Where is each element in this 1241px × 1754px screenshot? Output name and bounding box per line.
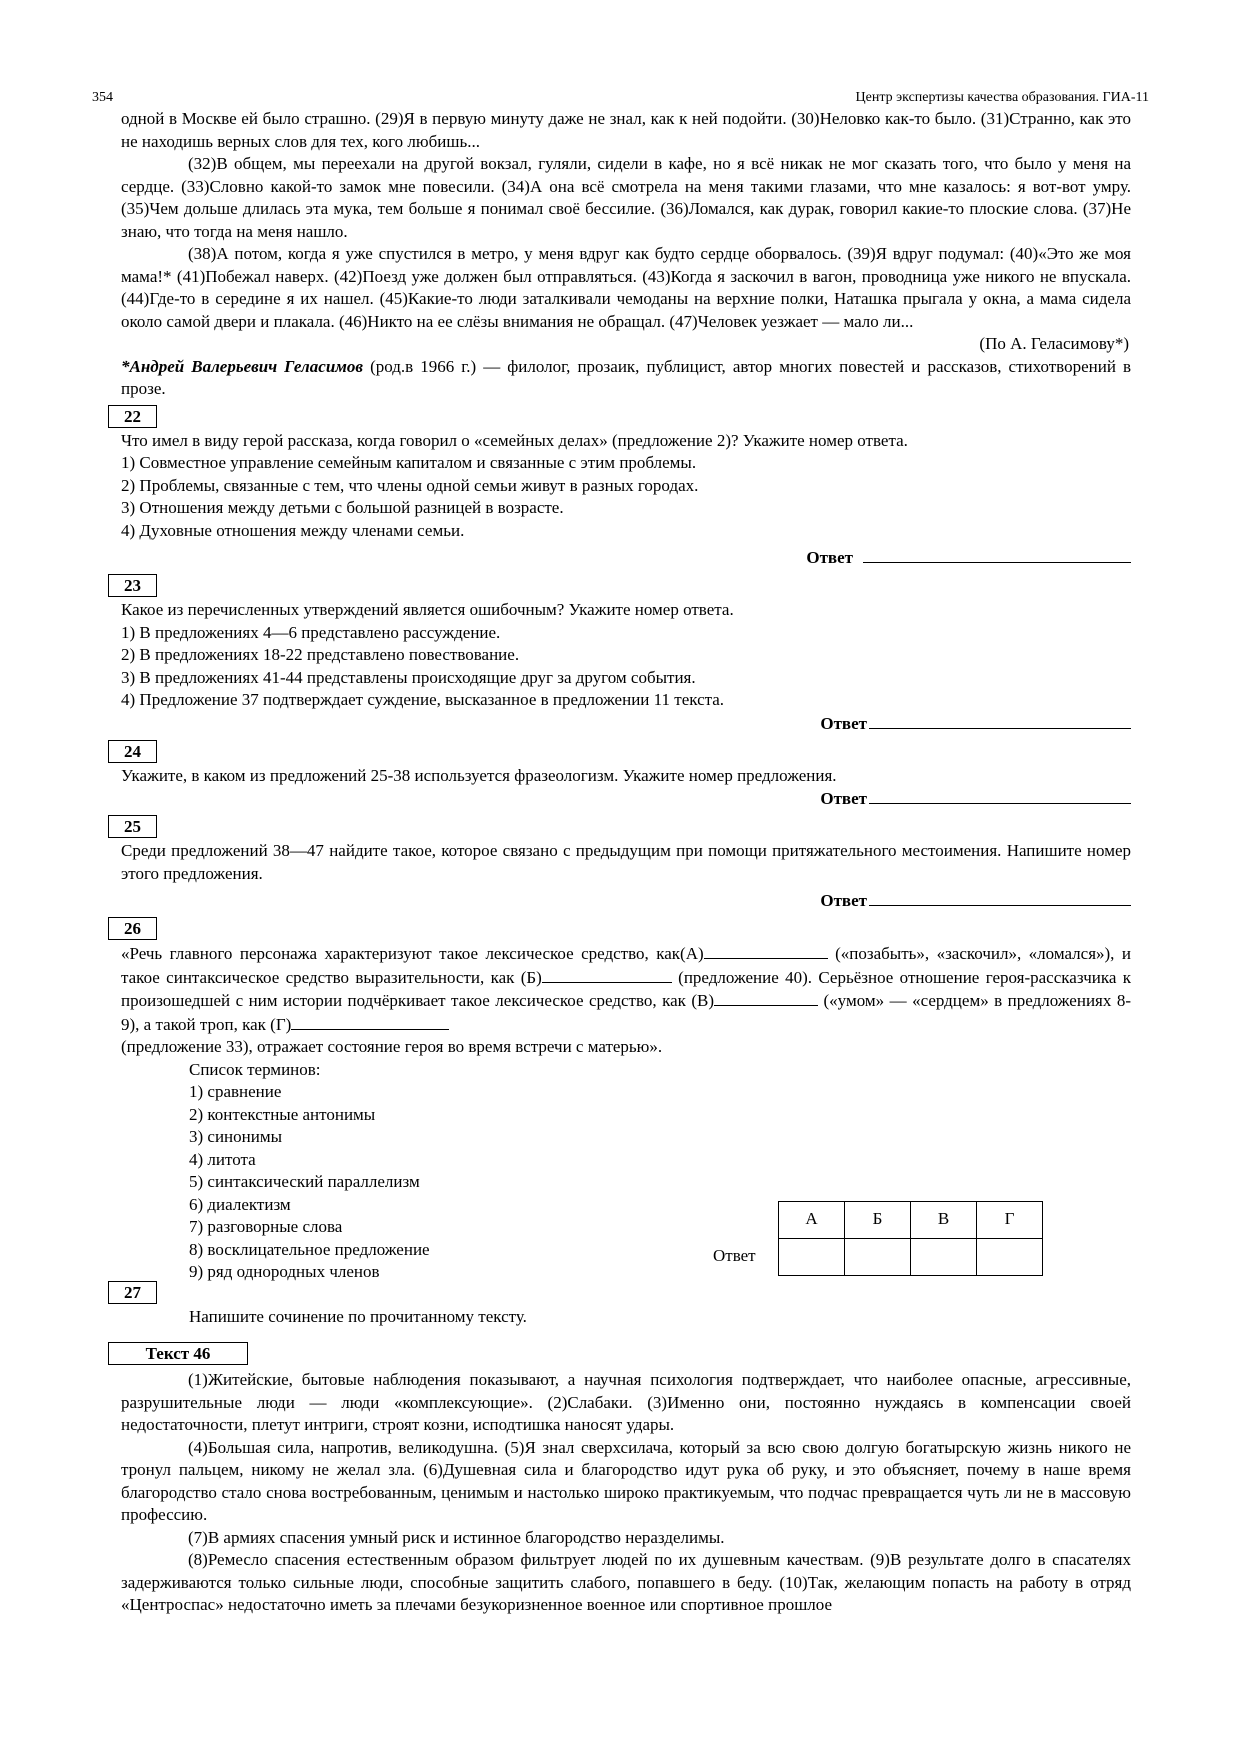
author-note — [121, 356, 1131, 401]
term-item: 7) разговорные слова — [189, 1217, 343, 1236]
text-title-box: Текст 46 — [108, 1342, 248, 1365]
answer-blank[interactable] — [863, 546, 1131, 563]
text-paragraph: (32)В общем, мы переехали на другой вокзал, гуляли, сидели в кафе, но я всё никак не мог сказать того, что было у меня на сердце. (33)Словно какой-то замок мне повесили. (34)А она всё смотрела на меня такими глазами, что мне казалось: я вот-вот умру. (35)Чем дольше длилась эта мука, тем больше я понимал своё бессилие. (36)Ломался, как дурак, говорил какие-то плоские слова. (37)Не знаю, что тогда на меня нашло. — [121, 154, 1131, 241]
answer-grid — [778, 1201, 1043, 1276]
grid-cell-a[interactable] — [779, 1238, 845, 1275]
page-content — [121, 108, 1131, 1617]
question-fragment: («умом» — «сердцем» в предложениях 8-9), а такой троп, как (Г) — [121, 991, 1131, 1034]
text-paragraph: (1)Житейские, бытовые наблюдения показывают, а научная психология подтверждает, что наиболее опасные, агрессивные, разрушительные люди — люди «комплексующие». (2)Слабаки. (3)Именно они, постоянно нуждаясь в компенсации своей недостаточности, плетут интриги, строят козни, исподтишка наносят удары. — [121, 1370, 1131, 1434]
answer-field[interactable] — [121, 787, 1131, 811]
question-fragment: (предложение 40). Серьёзное отношение героя-рассказчика к произошедшей с ним истории подчёркивает такое лексическое средство, как (В) — [121, 967, 1131, 1010]
text-paragraph: (4)Большая сила, напротив, великодушна. (5)Я знал сверхсилача, который за всю свою долгую богатырскую жизнь никого не тронул пальцем, никому не желал зла. (6)Душевная сила и благородство идут рука об руку, и это объясняет, почему в наше время благородство стало снова востребованным, ценимым и настолько широко практикуемым, что подчас превращается чуть ли не в массовую профессию. — [121, 1437, 1131, 1524]
answer-blank[interactable] — [869, 712, 1131, 729]
term-item: 8) восклицательное предложение — [189, 1239, 430, 1259]
question-number-box: 23 — [108, 574, 157, 597]
answer-label: Ответ — [820, 891, 867, 910]
answer-options — [121, 622, 1131, 712]
gap-g-blank[interactable] — [291, 1013, 449, 1030]
question-fragment: («позабыть», «заскочил», «ломался»), и такое синтаксическое средство выразительности, как (Б) — [121, 944, 1131, 987]
question-text: Что имел в виду герой рассказа, когда говорил о «семейных делах» (предложение 2)? Укажите номер ответа. — [121, 430, 908, 450]
author-name: *Андрей Валерьевич Геласимов — [121, 356, 364, 376]
grid-cell-v[interactable] — [911, 1238, 977, 1275]
answer-options — [121, 452, 1131, 542]
answer-option: 1) В предложениях 4—6 представлено рассуждение. — [121, 622, 501, 642]
question-fragment: «Речь главного персонажа характеризуют такое лексическое средство, как(А) — [121, 944, 704, 963]
question-text: Среди предложений 38—47 найдите такое, которое связано с предыдущим при помощи притяжательного местоимения. Напишите номер этого предложения. — [121, 841, 1131, 883]
grid-header-b: Б — [845, 1201, 911, 1238]
answer-option: 1) Совместное управление семейным капиталом и связанные с этим проблемы. — [121, 453, 697, 472]
text-paragraph: (8)Ремесло спасения естественным образом фильтрует людей по их душевным качествам. (9)В результате долго в спасателях задерживаются только сильные люди, способные защитить слабого, попавшего в беду. (10)Так, желающим попасть на работу в отряд «Центроспас» недостаточно иметь за плечами безукоризненное военное или спортивное прошлое — [121, 1550, 1131, 1614]
answer-field[interactable] — [121, 546, 1131, 570]
grid-header-v: В — [911, 1201, 977, 1238]
answer-field[interactable] — [121, 712, 1131, 736]
term-item: 5) синтаксический параллелизм — [189, 1172, 420, 1191]
answer-option: 3) В предложениях 41-44 представлены происходящие друг за другом события. — [121, 667, 696, 687]
term-item: 4) литота — [189, 1149, 256, 1169]
answer-blank[interactable] — [869, 787, 1131, 804]
question-fragment: (предложение 33), отражает состояние героя во время встречи с матерью». — [121, 1037, 663, 1056]
question-number-box: 27 — [108, 1281, 157, 1304]
grid-answer-label: Ответ — [713, 1245, 756, 1265]
term-item: 6) диалектизм — [189, 1194, 291, 1214]
terms-section — [121, 1059, 1131, 1281]
essay-task: Напишите сочинение по прочитанному тексту. — [189, 1306, 527, 1326]
text-paragraph: (7)В армиях спасения умный риск и истинное благородство неразделимы. — [188, 1527, 725, 1547]
answer-label: Ответ — [820, 789, 867, 808]
answer-blank[interactable] — [869, 889, 1131, 906]
gap-v-blank[interactable] — [714, 989, 818, 1006]
answer-option: 3) Отношения между детьми с большой разницей в возрасте. — [121, 498, 564, 517]
grid-cell-b[interactable] — [845, 1238, 911, 1275]
answer-label: Ответ — [820, 713, 867, 733]
text-paragraph: (38)А потом, когда я уже спустился в метро, у меня вдруг как будто сердце оборвалось. (39)Я вдруг подумал: (40)«Это же моя мама!* (41)Побежал наверх. (42)Поезд уже должен был отправляться. (43)Когда я заскочил в вагон, проводница уже никого не впускала. (44)Где-то в середине я их нашел. (45)Какие-то люди заталкивали чемоданы на верхние полки, Наташка прыгала у окна, а мама сидела около самой двери и плакала. (46)Никто на ее слёзы внимания не обращал. (47)Человек уезжает — мало ли... — [121, 244, 1131, 331]
answer-label: Ответ — [806, 548, 853, 567]
author-bio: (род.в 1966 г.) — филолог, прозаик, публицист, автор многих повестей и рассказов, стихотворений в прозе. — [121, 356, 1131, 398]
question-text — [121, 942, 1131, 1059]
text-attribution: (По А. Геласимову*) — [979, 334, 1129, 353]
question-number-box: 26 — [108, 917, 157, 940]
term-item: 1) сравнение — [189, 1082, 282, 1101]
gap-b-blank[interactable] — [542, 966, 672, 983]
answer-option: 2) Проблемы, связанные с тем, что члены одной семьи живут в разных городах. — [121, 475, 699, 495]
question-number-box: 22 — [108, 405, 157, 428]
answer-field[interactable] — [121, 889, 1131, 913]
gap-a-blank[interactable] — [704, 942, 828, 959]
running-header: Центр экспертизы качества образования. ГИА-11 — [855, 90, 1149, 105]
question-text: Укажите, в каком из предложений 25-38 используется фразеологизм. Укажите номер предложения. — [121, 765, 837, 785]
question-number-box: 24 — [108, 740, 157, 763]
page-number: 354 — [92, 90, 113, 105]
grid-header-g: Г — [977, 1201, 1043, 1238]
terms-title: Список терминов: — [189, 1059, 321, 1079]
term-item: 2) контекстные антонимы — [189, 1104, 376, 1124]
text-paragraph: одной в Москве ей было страшно. (29)Я в первую минуту даже не знал, как к ней подойти. (30)Неловко как-то было. (31)Странно, как это не находишь верных слов для тех, кого любишь... — [121, 109, 1131, 151]
grid-header-a: А — [779, 1201, 845, 1238]
question-text: Какое из перечисленных утверждений является ошибочным? Укажите номер ответа. — [121, 600, 734, 619]
grid-cell-g[interactable] — [977, 1238, 1043, 1275]
question-number-box: 25 — [108, 815, 157, 838]
answer-option: 2) В предложениях 18-22 представлено повествование. — [121, 645, 520, 664]
term-item: 3) синонимы — [189, 1127, 283, 1146]
answer-option: 4) Предложение 37 подтверждает суждение, высказанное в предложении 11 текста. — [121, 690, 725, 709]
answer-option: 4) Духовные отношения между членами семьи. — [121, 520, 465, 540]
term-item: 9) ряд однородных членов — [189, 1262, 380, 1281]
